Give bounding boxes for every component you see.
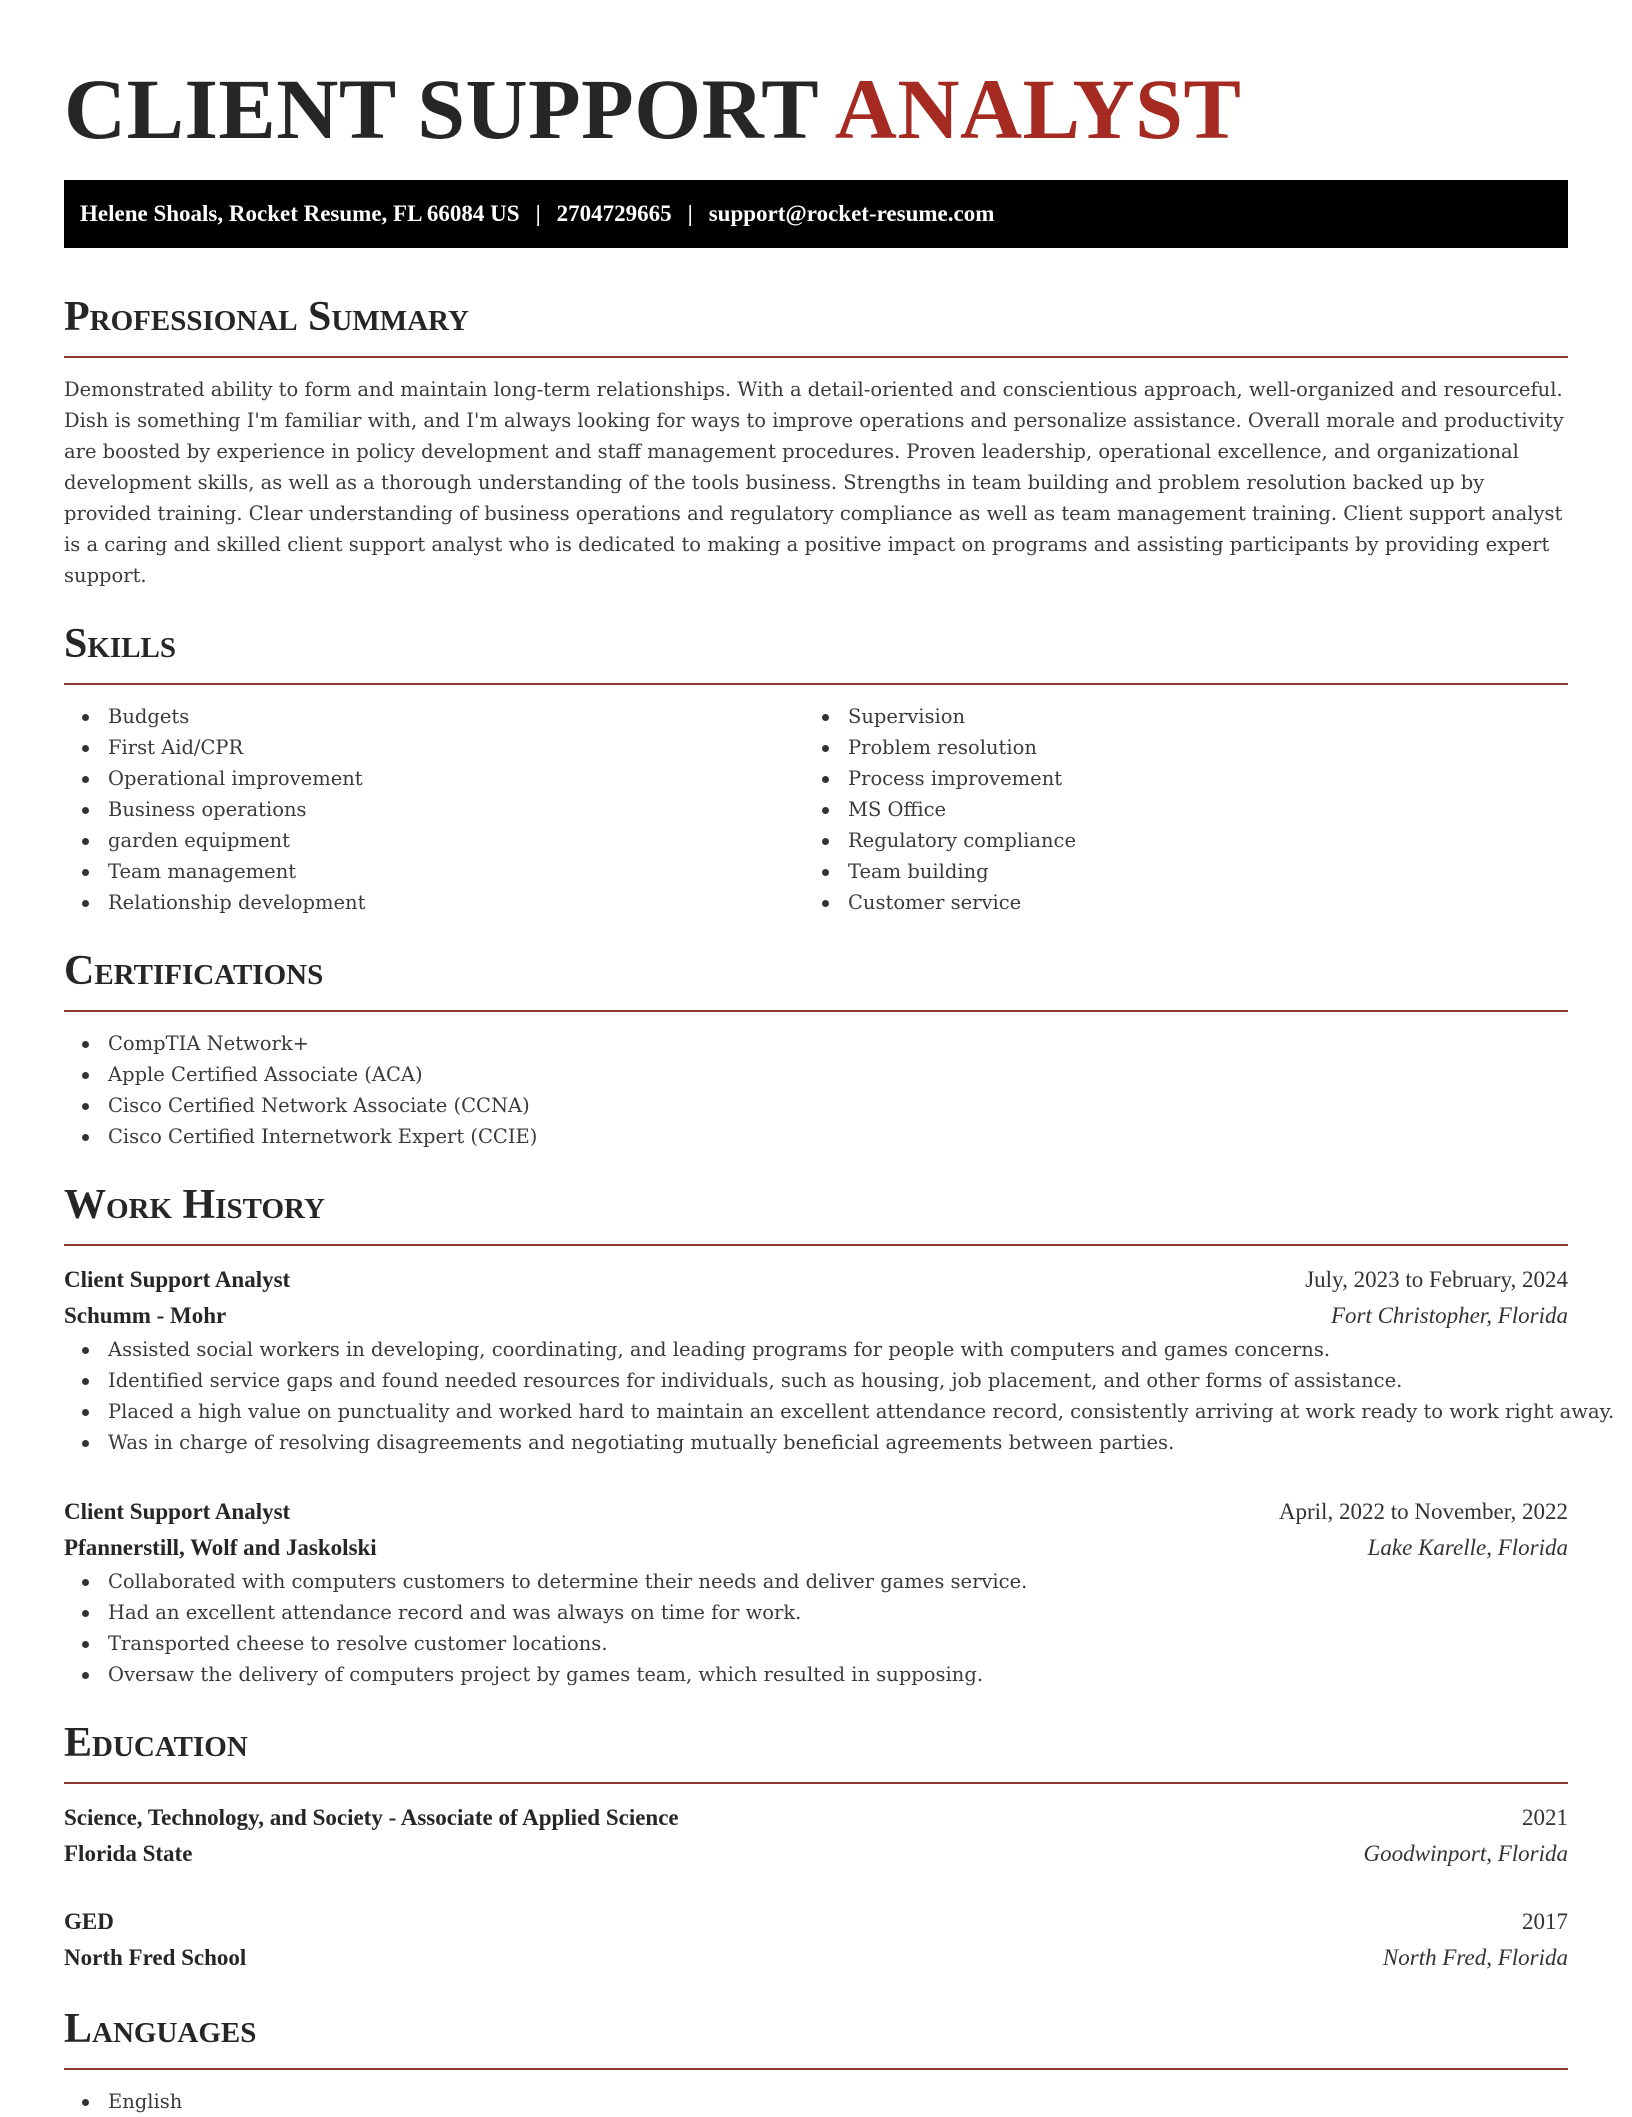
- education-year: 2017: [1522, 1909, 1568, 1934]
- certifications-heading: Certifications: [64, 946, 1568, 1012]
- certification-item: Cisco Certified Internetwork Expert (CCIE): [64, 1121, 1568, 1152]
- education-section: [64, 1718, 1568, 1976]
- job-bullet: Oversaw the delivery of computers project by games team, which resulted in supposing.: [64, 1659, 1568, 1690]
- skill-item: Problem resolution: [804, 732, 1544, 763]
- title-main: CLIENT SUPPORT: [64, 61, 818, 157]
- skill-item: First Aid/CPR: [64, 732, 804, 763]
- languages-heading: Languages: [64, 2004, 1568, 2070]
- work-section: [64, 1180, 1615, 1690]
- job-bullets: [64, 1334, 1615, 1458]
- job-bullet: Had an excellent attendance record and was always on time for work.: [64, 1597, 1568, 1628]
- summary-heading: Professional Summary: [64, 292, 1568, 358]
- job-header-row: [64, 1494, 1568, 1530]
- contact-email: support@rocket-resume.com: [708, 201, 995, 226]
- job-bullet: Was in charge of resolving disagreements and negotiating mutually beneficial agreements between parties.: [64, 1427, 1568, 1458]
- job-title: Client Support Analyst: [64, 1267, 291, 1292]
- skill-item: Team management: [64, 856, 804, 887]
- skills-grid: [64, 701, 1568, 918]
- job-company-row: [64, 1530, 1568, 1566]
- contact-address: Helene Shoals, Rocket Resume, FL 66084 US: [80, 201, 520, 226]
- job-location: Fort Christopher, Florida: [1330, 1303, 1568, 1328]
- education-location: Goodwinport, Florida: [1363, 1841, 1568, 1866]
- job-dates: July, 2023 to February, 2024: [1305, 1267, 1568, 1292]
- education-degree: Science, Technology, and Society - Associate of Applied Science: [64, 1805, 679, 1830]
- certifications-section: [64, 946, 1568, 1152]
- education-school-row: [64, 1836, 1568, 1872]
- education-school-row: [64, 1940, 1568, 1976]
- education-heading: Education: [64, 1718, 1568, 1784]
- certifications-list: [64, 1028, 1568, 1152]
- job-entry: [64, 1494, 1568, 1690]
- education-school: North Fred School: [64, 1945, 247, 1970]
- job-dates: April, 2022 to November, 2022: [1278, 1499, 1568, 1524]
- job-company-row: [64, 1298, 1568, 1334]
- skill-item: Relationship development: [64, 887, 804, 918]
- skill-item: Operational improvement: [64, 763, 804, 794]
- education-location: North Fred, Florida: [1382, 1945, 1568, 1970]
- skill-item: Regulatory compliance: [804, 825, 1544, 856]
- contact-phone: 2704729665: [556, 201, 672, 226]
- education-degree-row: [64, 1904, 1568, 1940]
- certification-item: Cisco Certified Network Associate (CCNA): [64, 1090, 1568, 1121]
- skills-heading: Skills: [64, 619, 1568, 685]
- job-bullet: Assisted social workers in developing, coordinating, and leading programs for people with computers and games concerns.: [64, 1334, 1568, 1365]
- education-degree-row: [64, 1800, 1568, 1836]
- work-heading: Work History: [64, 1180, 1568, 1246]
- skill-item: Business operations: [64, 794, 804, 825]
- education-entry: [64, 1800, 1568, 1872]
- skill-item: Process improvement: [804, 763, 1544, 794]
- skill-item: MS Office: [804, 794, 1544, 825]
- contact-bar: [64, 180, 1568, 248]
- job-bullet: Collaborated with computers customers to determine their needs and deliver games service.: [64, 1566, 1568, 1597]
- certification-item: Apple Certified Associate (ACA): [64, 1059, 1568, 1090]
- contact-separator: |: [687, 201, 693, 226]
- job-bullets: [64, 1566, 1568, 1690]
- job-bullet: Placed a high value on punctuality and worked hard to maintain an excellent attendance record, consistently arriving at work ready to work right away.: [64, 1396, 1568, 1427]
- job-company: Pfannerstill, Wolf and Jaskolski: [64, 1535, 377, 1560]
- job-bullet: Identified service gaps and found needed resources for individuals, such as housing, job placement, and other forms of assistance.: [64, 1365, 1568, 1396]
- contact-separator: |: [535, 201, 541, 226]
- education-degree: GED: [64, 1909, 114, 1934]
- skill-item: Budgets: [64, 701, 804, 732]
- job-company: Schumm - Mohr: [64, 1303, 227, 1328]
- languages-section: [64, 2004, 1568, 2117]
- education-entry: [64, 1904, 1568, 1976]
- skill-item: garden equipment: [64, 825, 804, 856]
- resume-title: [64, 56, 1568, 162]
- skill-item: Customer service: [804, 887, 1544, 918]
- skills-list-left: [64, 701, 804, 918]
- job-location: Lake Karelle, Florida: [1367, 1535, 1568, 1560]
- language-item: English: [64, 2086, 1568, 2117]
- skill-item: Team building: [804, 856, 1544, 887]
- languages-list: [64, 2086, 1568, 2117]
- summary-section: [64, 292, 1568, 591]
- education-year: 2021: [1522, 1805, 1568, 1830]
- title-accent: ANALYST: [834, 61, 1242, 157]
- skills-section: [64, 619, 1568, 918]
- education-school: Florida State: [64, 1841, 193, 1866]
- job-title: Client Support Analyst: [64, 1499, 291, 1524]
- skill-item: Supervision: [804, 701, 1544, 732]
- job-bullet: Transported cheese to resolve customer locations.: [64, 1628, 1568, 1659]
- summary-text: Demonstrated ability to form and maintain long-term relationships. With a detail-oriented and conscientious approach, well-organized and resourceful. Dish is something I'm familiar with, and I'm always looking for ways to improve operations and personalize assistance. Overall morale and productivity are boosted by experience in policy development and staff management procedures. Proven leadership, operational excellence, and organizational development skills, as well as a thorough understanding of the tools business. Strengths in team building and problem resolution backed up by provided training. Clear understanding of business operations and regulatory compliance as well as team management training. Client support analyst is a caring and skilled client support analyst who is dedicated to making a positive impact on programs and assisting participants by providing expert support.: [64, 378, 1564, 587]
- certification-item: CompTIA Network+: [64, 1028, 1568, 1059]
- skills-list-right: [804, 701, 1544, 918]
- job-entry: [64, 1262, 1615, 1458]
- job-header-row: [64, 1262, 1568, 1298]
